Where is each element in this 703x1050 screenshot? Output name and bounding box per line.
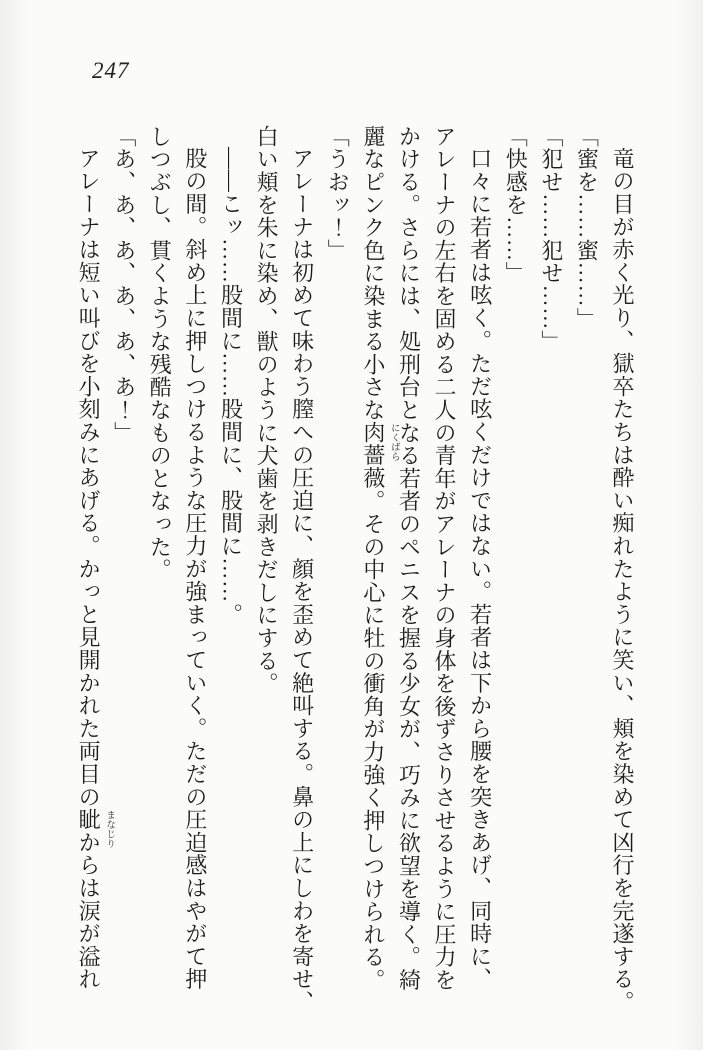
text-line: 「うおッ！」 xyxy=(325,125,351,262)
text-line: 「あ、あ、あ、あ、あ、あ！」 xyxy=(111,125,137,445)
text-line: 股の間。斜め上に押しつけるような圧力が強まっていく。ただの圧迫感はやがて押 xyxy=(182,147,208,991)
text-line: ――こッ……股間に……股間に、股間に……。 xyxy=(218,147,244,626)
text-line: アレーナは短い叫びを小刻みにあげる。かっと見開かれた両目の眦 まなじり からは涙が溢れ xyxy=(76,147,115,991)
ruby-base: 肉薔薇 にくばら xyxy=(360,421,399,490)
text-line: 竜の目が赤く光り、獄卒たちは酔い痴れたように笑い、頬を染めて凶行を完遂する。 xyxy=(610,147,635,1014)
page-number: 247 xyxy=(92,58,130,83)
furigana: にくばら xyxy=(388,423,399,462)
text-line: 「快感を……」 xyxy=(503,125,529,285)
text-line: 麗なピンク色に染まる小さな肉薔薇 にくばら 。その中心に牡の衝角が力強く押しつけられる。 xyxy=(360,125,399,992)
text-line: アレーナは初めて味わう膣への圧迫に、顔を歪めて絶叫する。鼻の上にしわを寄せ、 xyxy=(289,147,315,1014)
ruby-base: 眦 まなじり xyxy=(76,808,115,849)
text-line: かける。さらには、処刑台となる若者のペニスを握る少女が、巧みに欲望を導く。綺 xyxy=(396,125,422,992)
vertical-text-block xyxy=(68,125,640,1014)
text-line: アレーナの左右を固める二人の青年がアレーナの身体を後ずさりさせるように圧力を xyxy=(432,125,458,992)
text-line: 口々に若者は呟く。ただ呟くだけではない。若者は下から腰を突きあげ、同時に、 xyxy=(467,147,493,991)
furigana: まなじり xyxy=(104,810,115,849)
text-line: 白い頬を朱に染め、獣のように犬歯を剥きだしにする。 xyxy=(254,125,280,695)
text-line: 「犯せ……犯せ……」 xyxy=(538,125,564,353)
text-line: 「蜜を……蜜……」 xyxy=(574,125,600,331)
text-line: しつぶし、貫くような残酷なものとなった。 xyxy=(147,125,173,581)
